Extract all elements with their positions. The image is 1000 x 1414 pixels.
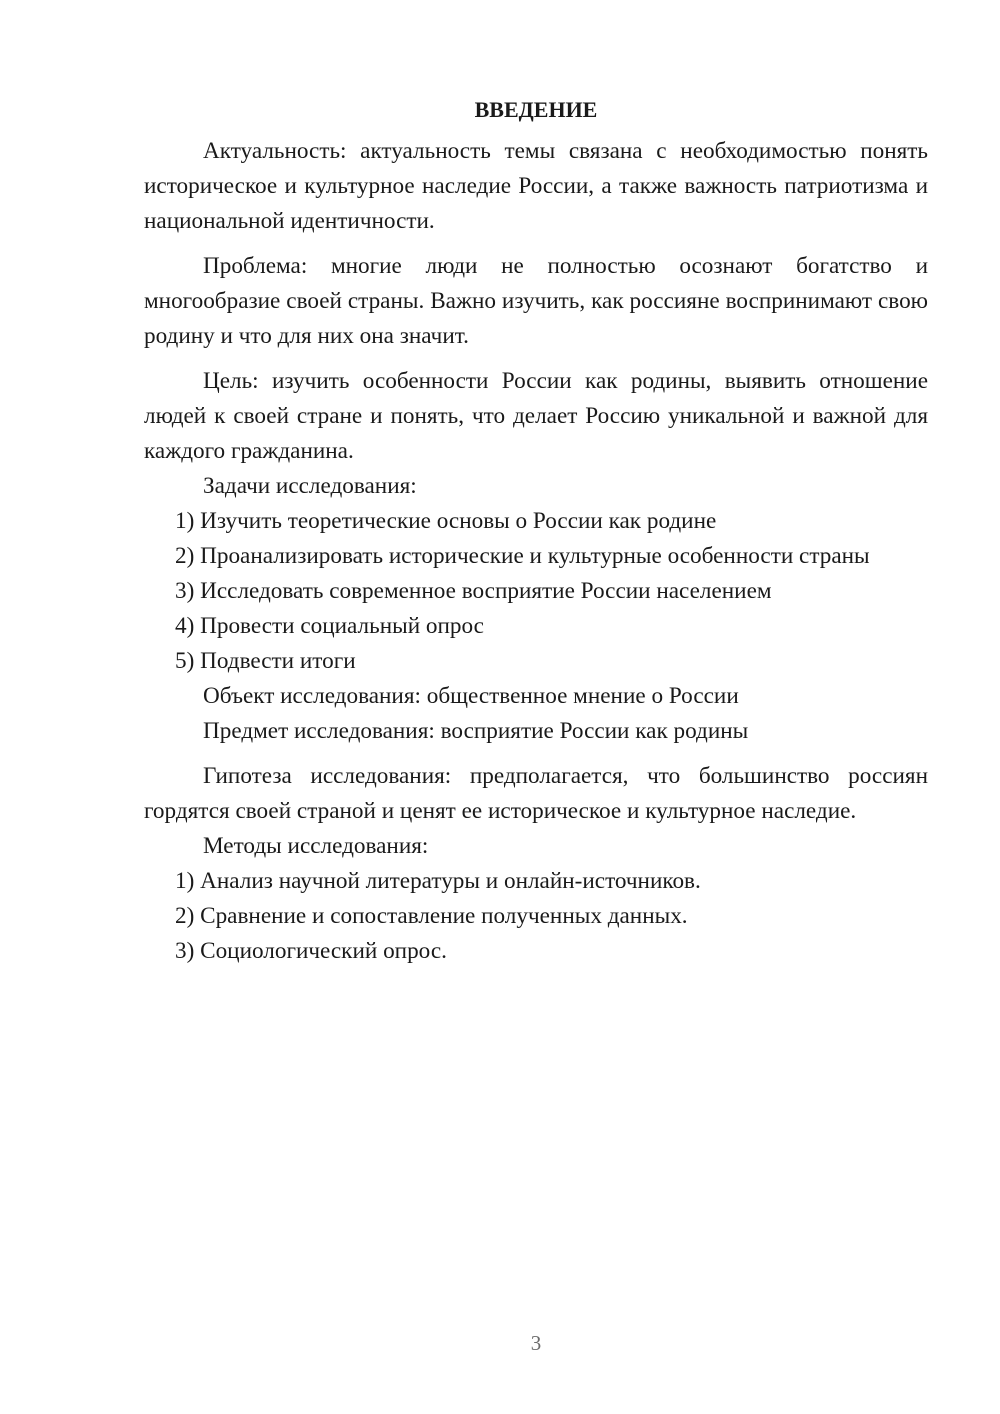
tasks-title: Задачи исследования: (203, 473, 417, 499)
method-item: 3) Социологический опрос. (175, 938, 447, 964)
section-heading: ВВЕДЕНИЕ (474, 97, 598, 122)
object-line: Объект исследования: общественное мнение о России (203, 683, 739, 709)
task-item: 1) Изучить теоретические основы о России как родине (175, 508, 717, 534)
task-item: 3) Исследовать современное восприятие России населением (175, 578, 772, 604)
page-number: 3 (530, 1331, 542, 1355)
subject-line: Предмет исследования: восприятие России как родины (203, 718, 749, 744)
problem-paragraph: Проблема: многие люди не полностью осознают богатство и многообразие своей страны. Важно изучить, как россияне воспринимают свою родину и что для них она значит. (144, 253, 928, 349)
method-item: 1) Анализ научной литературы и онлайн-источников. (175, 868, 701, 894)
goal-paragraph: Цель: изучить особенности России как родины, выявить отношение людей к своей стране и понять, что делает Россию уникальной и важной для каждого гражданина. (144, 368, 928, 464)
method-item: 2) Сравнение и сопоставление полученных данных. (175, 903, 688, 929)
document-page (144, 93, 928, 969)
relevance-paragraph: Актуальность: актуальность темы связана с необходимостью понять историческое и культурное наследие России, а также важность патриотизма и национальной идентичности. (144, 138, 928, 234)
task-item: 5) Подвести итоги (175, 648, 356, 674)
methods-title: Методы исследования: (203, 833, 429, 859)
task-item: 4) Провести социальный опрос (175, 613, 484, 639)
task-item: 2) Проанализировать исторические и культурные особенности страны (175, 543, 870, 569)
hypothesis-paragraph: Гипотеза исследования: предполагается, что большинство россиян гордятся своей страной и ценят ее историческое и культурное наследие. (144, 763, 928, 824)
